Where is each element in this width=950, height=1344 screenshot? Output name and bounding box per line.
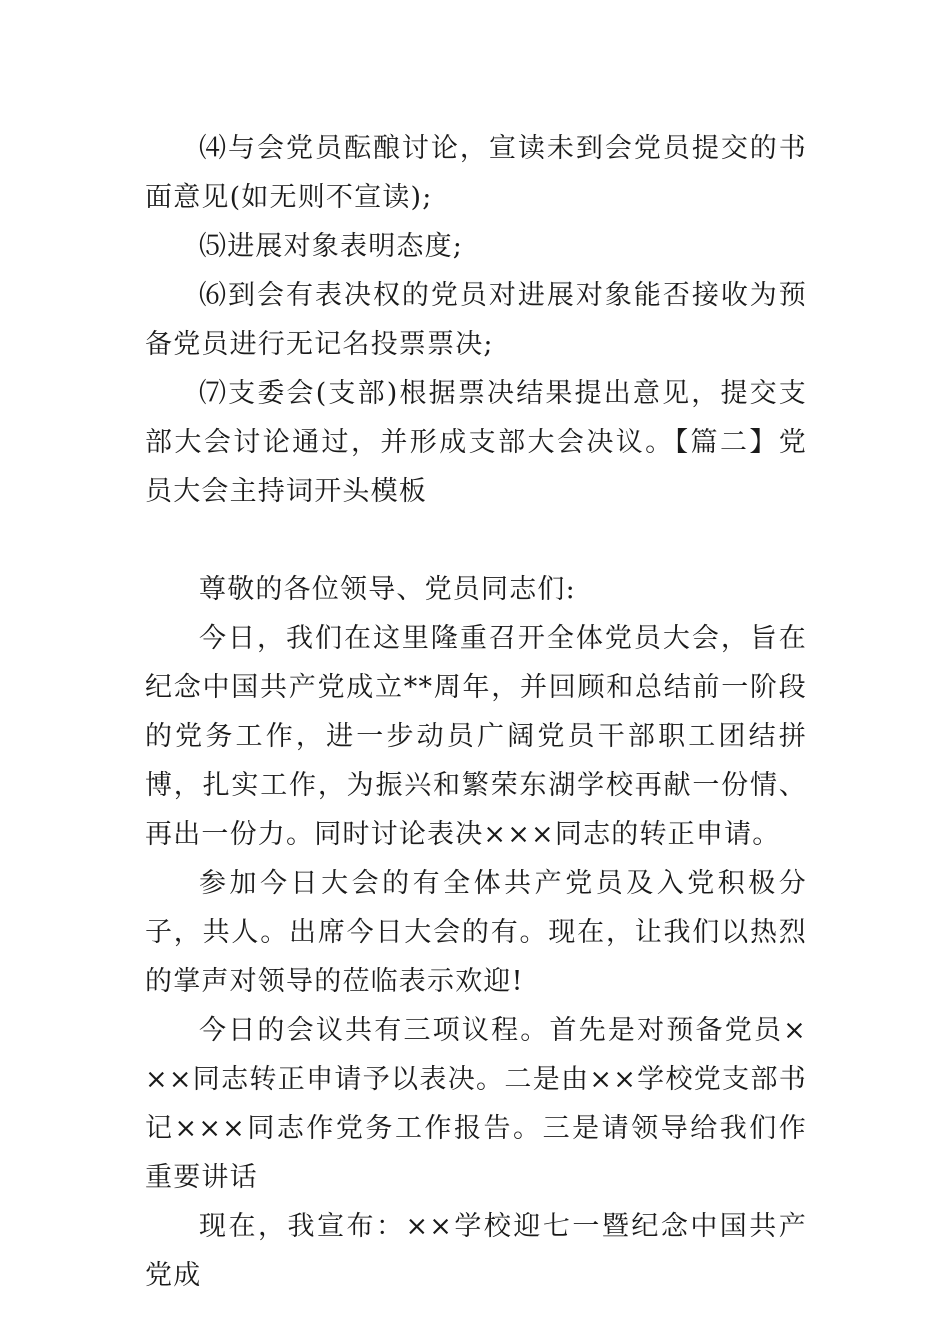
opening-paragraph: 今日，我们在这里隆重召开全体党员大会，旨在纪念中国共产党成立**周年，并回顾和总结前一阶段的党务工作，进一步动员广阔党员干部职工团结拼博，扎实工作，为振兴和繁荣东湖学校再献一份情、再出一份力。同时讨论表决×××同志的转正申请。	[145, 623, 807, 850]
document-body	[145, 124, 807, 1300]
salutation: 尊敬的各位领导、党员同志们:	[199, 574, 576, 605]
announcement-paragraph: 现在，我宣布：××学校迎七一暨纪念中国共产党成	[145, 1211, 807, 1291]
paragraph-item-7: ⑺支委会(支部)根据票决结果提出意见，提交支部大会讨论通过，并形成支部大会决议。【篇二】党员大会主持词开头模板	[145, 378, 807, 507]
paragraph-item-5: ⑸进展对象表明态度;	[199, 231, 464, 262]
agenda-paragraph: 今日的会议共有三项议程。首先是对预备党员×××同志转正申请予以表决。二是由××学校党支部书记×××同志作党务工作报告。三是请领导给我们作重要讲话	[145, 1015, 807, 1193]
attendance-paragraph: 参加今日大会的有全体共产党员及入党积极分子，共人。出席今日大会的有。现在，让我们以热烈的掌声对领导的莅临表示欢迎!	[145, 868, 807, 997]
paragraph-gap	[145, 516, 807, 565]
paragraph-item-4: ⑷与会党员酝酿讨论，宣读未到会党员提交的书面意见(如无则不宣读);	[145, 133, 807, 213]
paragraph-item-6: ⑹到会有表决权的党员对进展对象能否接收为预备党员进行无记名投票票决;	[145, 280, 807, 360]
